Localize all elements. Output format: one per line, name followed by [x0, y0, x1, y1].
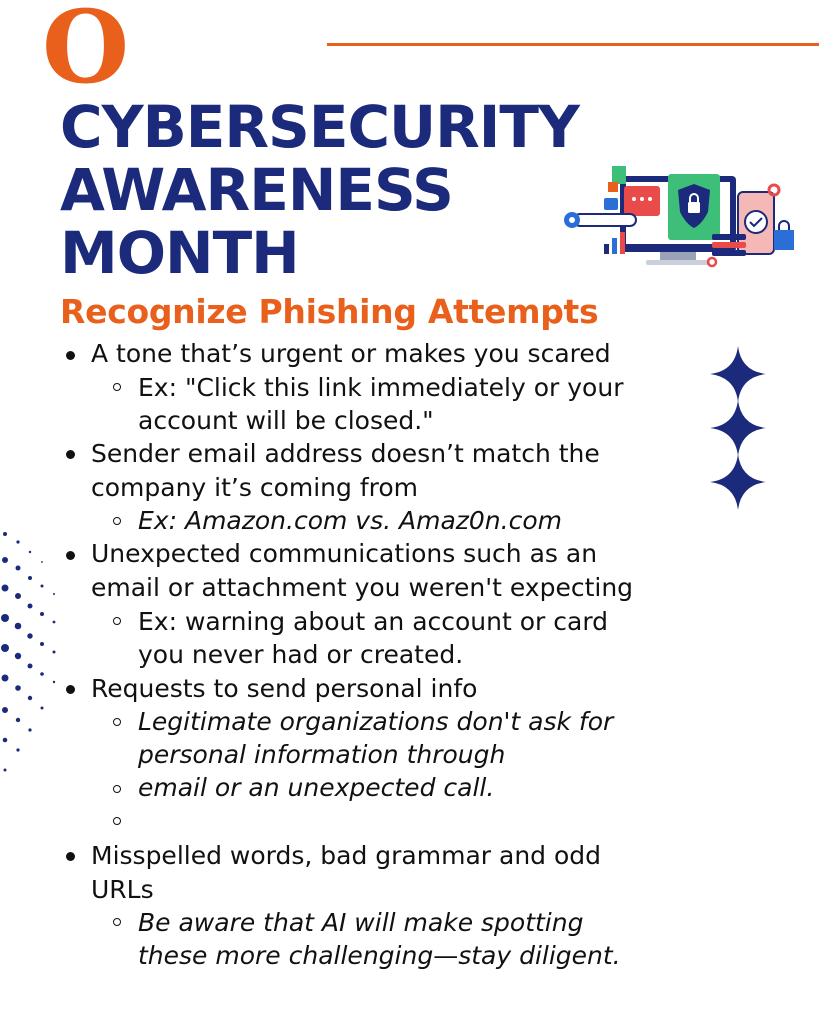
bullet-circle-icon [113, 718, 121, 726]
bullet-circle-icon [113, 785, 121, 793]
halftone-dots-decoration [0, 528, 64, 780]
page-title [60, 93, 579, 287]
list-item: Misspelled words, bad grammar and odd [91, 841, 602, 870]
sub-list-item: these more challenging—stay diligent. [138, 941, 621, 970]
bullet-circle-icon [113, 617, 121, 625]
sub-list-item: Ex: warning about an account or card [138, 607, 609, 636]
sub-list-item: Be aware that AI will make spotting [138, 908, 584, 937]
list-item: company it’s coming from [91, 473, 419, 502]
title-line-2: AWARENESS [60, 156, 453, 224]
bullet-circle-icon [113, 517, 121, 525]
sub-list-item: you never had or created. [138, 640, 464, 669]
list-item: A tone that’s urgent or makes you scared [91, 339, 611, 368]
list-item: email or attachment you weren't expecting [91, 573, 634, 602]
bullet-circle-icon [113, 383, 121, 391]
bullet-disc-icon [66, 852, 75, 861]
list-item: Sender email address doesn’t match the [91, 439, 600, 468]
header-divider [327, 43, 819, 46]
decorative-stars-icon [706, 342, 770, 514]
security-devices-illustration [560, 162, 800, 272]
bullet-disc-icon [66, 551, 75, 560]
bullet-circle-icon [113, 817, 121, 825]
list-item: Unexpected communications such as an [91, 539, 598, 568]
sub-list-item: Ex: "Click this link immediately or your [138, 373, 624, 402]
sub-list-item: Ex: Amazon.com vs. Amaz0n.com [138, 506, 562, 535]
bullet-circle-icon [113, 918, 121, 926]
sub-list-item: personal information through [138, 740, 506, 769]
list-item: URLs [91, 875, 154, 904]
sub-list-item: account will be closed." [138, 406, 434, 435]
title-line-1: CYBERSECURITY [60, 93, 579, 161]
bullet-disc-icon [66, 450, 75, 459]
sub-list-item: email or an unexpected call. [138, 773, 495, 802]
bullet-disc-icon [66, 351, 75, 360]
list-item: Requests to send personal info [91, 674, 478, 703]
sub-list-item: Legitimate organizations don't ask for [138, 707, 614, 736]
section-subtitle: Recognize Phishing Attempts [60, 292, 599, 331]
bullet-disc-icon [66, 685, 75, 694]
brand-logo: O [42, 0, 130, 106]
title-line-3: MONTH [60, 219, 299, 287]
